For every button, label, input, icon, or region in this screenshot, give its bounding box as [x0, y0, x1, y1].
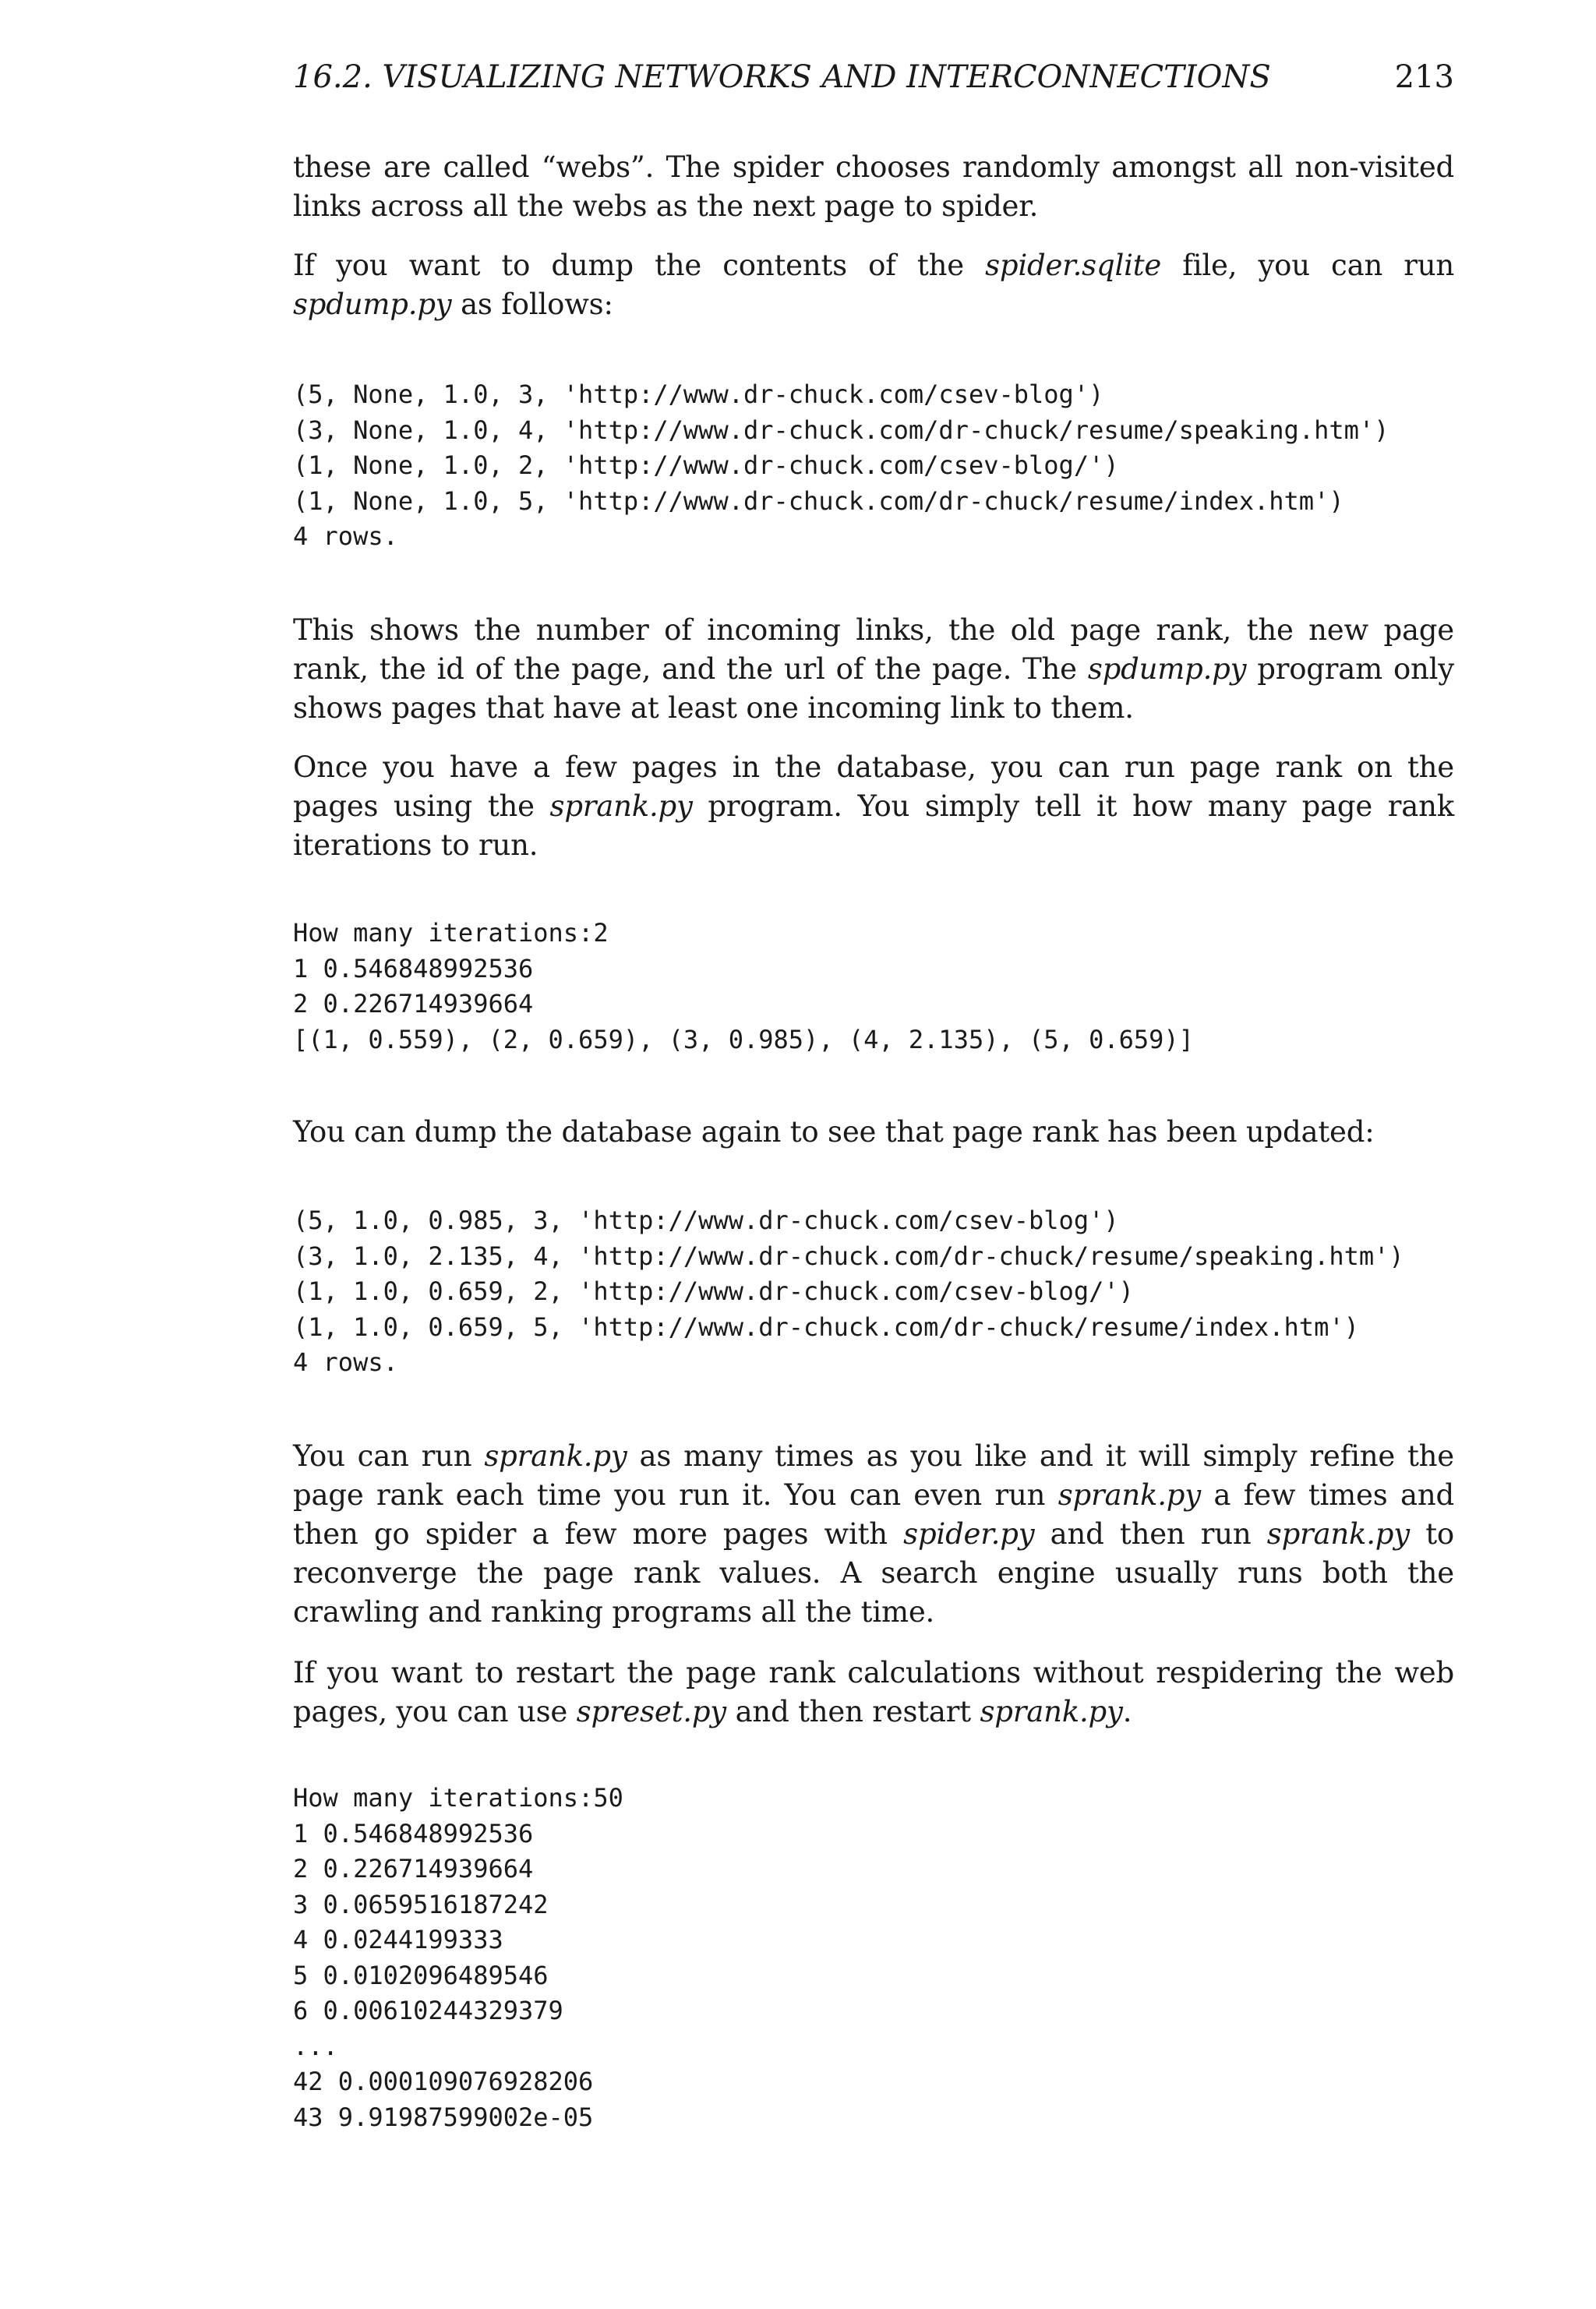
code-block-dump-2 — [293, 1203, 1454, 1381]
program-name: sprank.py — [549, 789, 693, 823]
code-line: ... — [293, 2031, 338, 2061]
text-span: If you want to dump the contents of the — [293, 249, 986, 282]
code-block-rank-1 — [293, 916, 1454, 1057]
code-line: 5 0.0102096489546 — [293, 1960, 549, 1990]
text-span: file, you can run — [1161, 249, 1455, 282]
program-name: spider.py — [903, 1517, 1035, 1551]
code-line: (3, 1.0, 2.135, 4, 'http://www.dr-chuck.com/dr-chuck/resume/speaking.htm') — [293, 1241, 1404, 1271]
code-line: (3, None, 1.0, 4, 'http://www.dr-chuck.com/dr-chuck/resume/speaking.htm') — [293, 415, 1389, 445]
program-name: sprank.py — [484, 1439, 627, 1473]
code-line: (1, 1.0, 0.659, 2, 'http://www.dr-chuck.com/csev-blog/') — [293, 1276, 1134, 1306]
program-name: sprank.py — [1266, 1517, 1410, 1551]
program-name: spreset.py — [576, 1695, 727, 1728]
code-line: 42 0.000109076928206 — [293, 2067, 594, 2096]
text-span: If you want to restart the page rank calculations without respidering the web pages, you can use — [293, 1656, 1454, 1728]
section-title: 16.2. VISUALIZING NETWORKS AND INTERCONNECTIONS — [293, 59, 1271, 95]
paragraph-dump-again — [293, 1113, 1454, 1152]
text-span: and then restart — [726, 1695, 980, 1728]
code-block-dump-1 — [293, 377, 1454, 555]
code-line: 1 0.546848992536 — [293, 953, 534, 983]
page-number: 213 — [1394, 59, 1454, 95]
paragraph-text: these are called “webs”. The spider chooses randomly amongst all non-visited links across all the webs as the next page to spider. — [293, 150, 1454, 223]
paragraph-webs — [293, 148, 1454, 226]
text-span: as many times as you like and it will simply refine the page rank each time you run it. You can even run — [293, 1439, 1454, 1512]
program-name: sprank.py — [980, 1695, 1123, 1728]
code-line: 4 0.0244199333 — [293, 1925, 503, 1954]
paragraph-refine — [293, 1437, 1454, 1632]
code-line: How many iterations:50 — [293, 1783, 623, 1813]
paragraph-dump-explanation — [293, 611, 1454, 728]
paragraph-dump-intro — [293, 246, 1454, 324]
text-span: a few times and then go spider a few more pages with — [293, 1478, 1454, 1551]
text-span: as follows: — [451, 288, 613, 321]
text-span: to reconverge the page rank values. A search engine usually runs both the crawling and ranking programs all the time. — [293, 1517, 1454, 1629]
code-line: 1 0.546848992536 — [293, 1818, 534, 1848]
filename: spider.sqlite — [985, 249, 1162, 282]
code-line: 6 0.00610244329379 — [293, 1996, 563, 2025]
text-span: Once you have a few pages in the database, you can run page rank on the pages using the — [293, 750, 1454, 823]
text-span: program. You simply tell it how many page rank iterations to run. — [293, 789, 1454, 862]
code-line: 4 rows. — [293, 1347, 398, 1377]
text-span: . — [1122, 1695, 1132, 1728]
paragraph-text: You can dump the database again to see that page rank has been updated: — [293, 1115, 1375, 1149]
code-line: (1, 1.0, 0.659, 5, 'http://www.dr-chuck.com/dr-chuck/resume/index.htm') — [293, 1312, 1359, 1342]
text-span: and then run — [1034, 1517, 1267, 1551]
paragraph-sprank-intro — [293, 748, 1454, 865]
paragraph-restart — [293, 1654, 1454, 1732]
code-line: 2 0.226714939664 — [293, 1854, 534, 1884]
code-line: [(1, 0.559), (2, 0.659), (3, 0.985), (4, 2.135), (5, 0.659)] — [293, 1024, 1194, 1054]
text-span: This shows the number of incoming links, the old page rank, the new page rank, the id of the page, and the url of the page. The — [293, 613, 1454, 686]
code-line: (1, None, 1.0, 2, 'http://www.dr-chuck.com/csev-blog/') — [293, 450, 1119, 480]
code-line: (5, None, 1.0, 3, 'http://www.dr-chuck.com/csev-blog') — [293, 380, 1104, 409]
program-name: spdump.py — [293, 288, 452, 321]
code-line: 43 9.91987599002e-05 — [293, 2102, 594, 2132]
code-line: 3 0.0659516187242 — [293, 1889, 549, 1919]
text-span: You can run — [293, 1439, 485, 1473]
text-span: program only shows pages that have at least one incoming link to them. — [293, 652, 1454, 725]
program-name: sprank.py — [1058, 1478, 1201, 1512]
code-line: (5, 1.0, 0.985, 3, 'http://www.dr-chuck.com/csev-blog') — [293, 1206, 1119, 1235]
running-header — [293, 59, 1454, 98]
code-line: 4 rows. — [293, 521, 398, 551]
program-name: spdump.py — [1087, 652, 1247, 686]
code-block-rank-2 — [293, 1781, 1454, 2135]
code-line: (1, None, 1.0, 5, 'http://www.dr-chuck.com/dr-chuck/resume/index.htm') — [293, 485, 1344, 516]
code-line: How many iterations:2 — [293, 918, 609, 948]
code-line: 2 0.226714939664 — [293, 989, 534, 1019]
